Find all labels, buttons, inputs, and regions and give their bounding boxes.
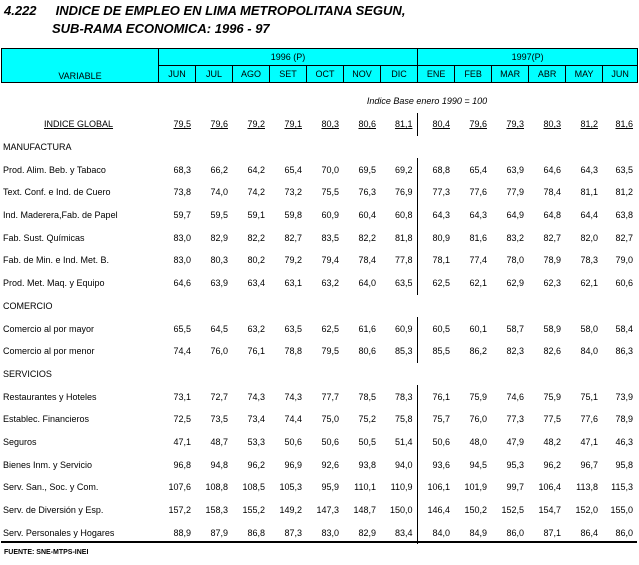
value-cell: 62,5 — [417, 272, 454, 295]
value-cell: 63,2 — [321, 278, 339, 289]
value-cell: 82,0 — [580, 232, 598, 243]
value-cell: 94,8 — [210, 459, 228, 470]
value-cell: 80,3 — [210, 255, 228, 266]
value-cell: 51,4 — [394, 436, 413, 447]
table-row — [1, 476, 637, 499]
value-cell: 78,3 — [394, 391, 413, 402]
value-cell: 146,4 — [417, 499, 454, 522]
row-label: Comercio al por mayor — [3, 323, 95, 334]
value-cell: 96,8 — [173, 459, 191, 470]
value-cell: 93,6 — [417, 453, 454, 476]
value-cell: 86,4 — [580, 527, 598, 538]
table-row — [1, 453, 637, 476]
value-cell: 77,8 — [394, 255, 413, 266]
value-cell: 79,2 — [247, 119, 265, 130]
value-cell: 95,3 — [506, 459, 524, 470]
value-cell: 79,3 — [506, 119, 524, 130]
bottom-rule — [1, 541, 637, 543]
table-row — [1, 385, 637, 408]
row-label: Fab. Sust. Químicas — [3, 232, 85, 243]
table-row — [1, 158, 637, 181]
value-cell: 96,2 — [247, 459, 265, 470]
value-cell: 75,1 — [580, 391, 598, 402]
value-cell: 76,0 — [469, 414, 487, 425]
value-cell: 50,6 — [417, 431, 454, 454]
table-row — [1, 249, 637, 272]
value-cell: 76,1 — [247, 346, 265, 357]
row-label: Serv. Personales y Hogares — [3, 527, 115, 538]
value-cell: 80,9 — [417, 226, 454, 249]
value-cell: 83,4 — [394, 527, 413, 538]
value-cell: 47,1 — [173, 436, 191, 447]
table-title-line1 — [4, 3, 405, 18]
value-cell: 158,3 — [205, 505, 228, 516]
value-cell: 74,3 — [247, 391, 265, 402]
section-row — [1, 295, 637, 318]
value-cell: 76,3 — [358, 187, 376, 198]
row-label: Ind. Maderera,Fab. de Papel — [3, 210, 118, 221]
value-cell: 78,0 — [506, 255, 524, 266]
value-cell: 78,1 — [417, 249, 454, 272]
value-cell: 64,3 — [417, 204, 454, 227]
row-label: Serv. San., Soc. y Com. — [3, 482, 99, 493]
value-cell: 73,1 — [173, 391, 191, 402]
table-row — [1, 272, 637, 295]
value-cell: 80,4 — [417, 113, 454, 136]
value-cell: 63,9 — [506, 164, 524, 175]
value-cell: 80,2 — [247, 255, 265, 266]
value-cell: 63,5 — [284, 323, 302, 334]
value-cell: 81,8 — [394, 232, 413, 243]
table-row — [1, 226, 637, 249]
value-cell: 62,1 — [580, 278, 598, 289]
row-label: Prod. Alim. Beb. y Tabaco — [3, 164, 106, 175]
value-cell: 86,3 — [615, 346, 633, 357]
value-cell: 77,5 — [543, 414, 561, 425]
value-cell: 75,8 — [394, 414, 413, 425]
value-cell: 59,1 — [247, 210, 265, 221]
month-header: NOV — [344, 66, 381, 83]
value-cell: 63,9 — [210, 278, 228, 289]
value-cell: 76,0 — [210, 346, 228, 357]
value-cell: 64,9 — [506, 210, 524, 221]
section-label: MANUFACTURA — [3, 142, 72, 153]
month-header: DIC — [381, 66, 418, 83]
value-cell: 84,9 — [469, 527, 487, 538]
value-cell: 95,9 — [321, 482, 339, 493]
value-cell: 150,0 — [389, 505, 413, 516]
value-cell: 60,4 — [358, 210, 376, 221]
value-cell: 94,0 — [394, 459, 413, 470]
value-cell: 82,6 — [543, 346, 561, 357]
value-cell: 75,5 — [321, 187, 339, 198]
value-cell: 82,7 — [615, 232, 633, 243]
value-cell: 81,1 — [394, 119, 413, 130]
value-cell: 74,0 — [210, 187, 228, 198]
value-cell: 86,0 — [615, 527, 633, 538]
value-cell: 60,6 — [615, 278, 633, 289]
value-cell: 68,8 — [417, 158, 454, 181]
value-cell: 105,3 — [279, 482, 302, 493]
value-cell: 152,0 — [575, 505, 598, 516]
value-cell: 65,4 — [284, 164, 302, 175]
title-text-line1: INDICE DE EMPLEO EN LIMA METROPOLITANA SEGUN, — [55, 3, 406, 18]
value-cell: 74,3 — [284, 391, 302, 402]
value-cell: 53,3 — [247, 436, 265, 447]
value-cell: 58,0 — [580, 323, 598, 334]
value-cell: 79,6 — [469, 119, 487, 130]
value-cell: 86,0 — [506, 527, 524, 538]
value-cell: 82,9 — [358, 527, 376, 538]
value-cell: 149,2 — [279, 505, 302, 516]
table-row — [1, 499, 637, 522]
value-cell: 155,2 — [242, 505, 265, 516]
row-label: Comercio al por menor — [3, 346, 95, 357]
value-cell: 81,1 — [580, 187, 598, 198]
value-cell: 50,5 — [358, 436, 376, 447]
table-row — [1, 431, 637, 454]
value-cell: 83,0 — [173, 255, 191, 266]
value-cell: 80,3 — [543, 119, 561, 130]
value-cell: 50,6 — [321, 436, 339, 447]
value-cell: 78,4 — [543, 187, 561, 198]
value-cell: 108,5 — [242, 482, 265, 493]
value-cell: 69,2 — [394, 164, 413, 175]
value-cell: 82,2 — [358, 232, 376, 243]
value-cell: 63,4 — [247, 278, 265, 289]
value-cell: 83,2 — [506, 232, 524, 243]
value-cell: 60,9 — [321, 210, 339, 221]
value-cell: 74,4 — [173, 346, 191, 357]
value-cell: 106,1 — [417, 476, 454, 499]
value-cell: 60,1 — [469, 323, 487, 334]
value-cell: 64,4 — [580, 210, 598, 221]
row-label: Prod. Met. Maq. y Equipo — [3, 278, 105, 289]
row-label: INDICE GLOBAL — [43, 119, 114, 130]
month-header: OCT — [307, 66, 344, 83]
value-cell: 74,6 — [506, 391, 524, 402]
value-cell: 87,1 — [543, 527, 561, 538]
value-cell: 60,8 — [394, 210, 413, 221]
value-cell: 66,2 — [210, 164, 228, 175]
value-cell: 147,3 — [316, 505, 339, 516]
value-cell: 62,9 — [506, 278, 524, 289]
value-cell: 86,8 — [247, 527, 265, 538]
month-header: JUN — [159, 66, 196, 83]
value-cell: 60,5 — [417, 317, 454, 340]
year-1996-header: 1996 (P) — [159, 49, 418, 66]
value-cell: 85,5 — [417, 340, 454, 363]
value-cell: 86,2 — [469, 346, 487, 357]
value-cell: 77,3 — [506, 414, 524, 425]
value-cell: 113,8 — [576, 482, 598, 493]
month-header: JUL — [196, 66, 233, 83]
value-cell: 95,8 — [615, 459, 633, 470]
value-cell: 79,5 — [173, 119, 191, 130]
value-cell: 48,0 — [469, 436, 487, 447]
month-header: AGO — [233, 66, 270, 83]
value-cell: 78,4 — [358, 255, 376, 266]
value-cell: 148,7 — [353, 505, 376, 516]
section-label: COMERCIO — [3, 300, 53, 311]
value-cell: 82,2 — [247, 232, 265, 243]
value-cell: 96,9 — [284, 459, 302, 470]
value-cell: 79,1 — [284, 119, 302, 130]
value-cell: 152,5 — [501, 505, 524, 516]
value-cell: 84,0 — [417, 521, 454, 544]
value-cell: 75,9 — [469, 391, 487, 402]
value-cell: 60,9 — [394, 323, 413, 334]
value-cell: 99,7 — [506, 482, 524, 493]
value-cell: 79,4 — [321, 255, 339, 266]
value-cell: 58,9 — [543, 323, 561, 334]
value-cell: 81,2 — [580, 119, 598, 130]
value-cell: 82,7 — [284, 232, 302, 243]
row-label: Establec. Financieros — [3, 414, 90, 425]
value-cell: 77,9 — [506, 187, 524, 198]
value-cell: 46,3 — [615, 436, 633, 447]
value-cell: 73,9 — [615, 391, 633, 402]
value-cell: 81,6 — [469, 232, 487, 243]
value-cell: 75,2 — [358, 414, 376, 425]
value-cell: 62,1 — [469, 278, 487, 289]
table-row — [1, 181, 637, 204]
row-label: Bienes Inm. y Servicio — [3, 459, 93, 470]
value-cell: 70,0 — [321, 164, 339, 175]
value-cell: 65,4 — [469, 164, 487, 175]
table-row — [1, 204, 637, 227]
value-cell: 150,2 — [464, 505, 487, 516]
value-cell: 69,5 — [358, 164, 376, 175]
value-cell: 72,7 — [210, 391, 228, 402]
value-cell: 108,8 — [205, 482, 228, 493]
value-cell: 58,4 — [615, 323, 633, 334]
base-index-note: Indice Base enero 1990 = 100 — [366, 96, 488, 106]
value-cell: 106,4 — [538, 482, 561, 493]
value-cell: 88,9 — [173, 527, 191, 538]
value-cell: 75,9 — [543, 391, 561, 402]
month-header: FEB — [455, 66, 492, 83]
month-header: MAR — [492, 66, 529, 83]
month-header: JUN — [603, 66, 638, 83]
value-cell: 92,6 — [321, 459, 339, 470]
value-cell: 155,0 — [610, 505, 633, 516]
value-cell: 73,2 — [284, 187, 302, 198]
value-cell: 75,7 — [417, 408, 454, 431]
section-row — [1, 136, 637, 159]
value-cell: 59,7 — [173, 210, 191, 221]
value-cell: 77,3 — [417, 181, 454, 204]
row-label: Serv. de Diversión y Esp. — [3, 505, 104, 516]
value-cell: 101,9 — [464, 482, 487, 493]
row-label: Seguros — [3, 436, 37, 447]
value-cell: 87,3 — [284, 527, 302, 538]
value-cell: 77,6 — [469, 187, 487, 198]
value-cell: 78,9 — [543, 255, 561, 266]
table-number: 4.222 — [4, 3, 37, 18]
value-cell: 107,6 — [168, 482, 191, 493]
value-cell: 48,2 — [543, 436, 561, 447]
month-header: MAY — [566, 66, 603, 83]
row-label: Text. Conf. e Ind. de Cuero — [3, 187, 111, 198]
value-cell: 73,4 — [247, 414, 265, 425]
header-table — [1, 48, 638, 83]
value-cell: 65,5 — [173, 323, 191, 334]
value-cell: 74,2 — [247, 187, 265, 198]
value-cell: 82,9 — [210, 232, 228, 243]
value-cell: 79,6 — [210, 119, 228, 130]
value-cell: 64,3 — [580, 164, 598, 175]
row-label: Restaurantes y Hoteles — [3, 391, 97, 402]
value-cell: 81,6 — [615, 119, 633, 130]
value-cell: 115,3 — [611, 482, 633, 493]
value-cell: 80,6 — [358, 119, 376, 130]
value-cell: 72,5 — [173, 414, 191, 425]
section-label: SERVICIOS — [3, 368, 52, 379]
value-cell: 76,9 — [394, 187, 413, 198]
value-cell: 76,1 — [417, 385, 454, 408]
value-cell: 78,5 — [358, 391, 376, 402]
value-cell: 79,5 — [321, 346, 339, 357]
value-cell: 81,2 — [615, 187, 633, 198]
value-cell: 80,3 — [321, 119, 339, 130]
variable-header: VARIABLE — [2, 49, 159, 83]
data-table — [1, 113, 637, 544]
value-cell: 64,8 — [543, 210, 561, 221]
value-cell: 96,7 — [580, 459, 598, 470]
value-cell: 79,2 — [284, 255, 302, 266]
value-cell: 94,5 — [469, 459, 487, 470]
value-cell: 63,2 — [247, 323, 265, 334]
value-cell: 62,3 — [543, 278, 561, 289]
value-cell: 79,0 — [615, 255, 633, 266]
value-cell: 63,8 — [615, 210, 633, 221]
value-cell: 77,6 — [580, 414, 598, 425]
value-cell: 64,5 — [210, 323, 228, 334]
value-cell: 63,1 — [284, 278, 302, 289]
section-row — [1, 363, 637, 386]
value-cell: 62,5 — [321, 323, 339, 334]
value-cell: 73,8 — [173, 187, 191, 198]
value-cell: 80,6 — [358, 346, 376, 357]
value-cell: 83,0 — [321, 527, 339, 538]
value-cell: 82,7 — [543, 232, 561, 243]
value-cell: 48,7 — [210, 436, 228, 447]
value-cell: 110,1 — [354, 482, 376, 493]
value-cell: 64,0 — [358, 278, 376, 289]
month-header: ENE — [418, 66, 455, 83]
value-cell: 64,6 — [173, 278, 191, 289]
value-cell: 64,3 — [469, 210, 487, 221]
value-cell: 59,5 — [210, 210, 228, 221]
value-cell: 47,1 — [580, 436, 598, 447]
value-cell: 59,8 — [284, 210, 302, 221]
table-row — [1, 340, 637, 363]
value-cell: 96,2 — [543, 459, 561, 470]
value-cell: 83,5 — [321, 232, 339, 243]
table-title-line2: SUB-RAMA ECONOMICA: 1996 - 97 — [52, 21, 270, 36]
value-cell: 73,5 — [210, 414, 228, 425]
value-cell: 78,3 — [580, 255, 598, 266]
value-cell: 82,3 — [506, 346, 524, 357]
value-cell: 74,4 — [284, 414, 302, 425]
value-cell: 63,5 — [615, 164, 633, 175]
row-label: Fab. de Min. e Ind. Met. B. — [3, 255, 110, 266]
value-cell: 87,9 — [210, 527, 228, 538]
value-cell: 85,3 — [394, 346, 413, 357]
value-cell: 58,7 — [506, 323, 524, 334]
value-cell: 157,2 — [168, 505, 191, 516]
table-row — [1, 408, 637, 431]
value-cell: 77,7 — [321, 391, 339, 402]
value-cell: 154,7 — [538, 505, 561, 516]
value-cell: 75,0 — [321, 414, 339, 425]
value-cell: 50,6 — [284, 436, 302, 447]
table-row — [1, 317, 637, 340]
value-cell: 64,2 — [247, 164, 265, 175]
value-cell: 77,4 — [469, 255, 487, 266]
value-cell: 68,3 — [173, 164, 191, 175]
value-cell: 47,9 — [506, 436, 524, 447]
value-cell: 93,8 — [358, 459, 376, 470]
value-cell: 84,0 — [580, 346, 598, 357]
year-1997-header: 1997(P) — [418, 49, 638, 66]
value-cell: 110,9 — [390, 482, 413, 493]
global-index-row — [1, 113, 637, 136]
value-cell: 64,6 — [543, 164, 561, 175]
value-cell: 61,6 — [358, 323, 376, 334]
value-cell: 78,8 — [284, 346, 302, 357]
month-header: SET — [270, 66, 307, 83]
month-header: ABR — [529, 66, 566, 83]
source-note: FUENTE: SNE-MTPS-INEI — [4, 549, 89, 556]
value-cell: 78,9 — [615, 414, 633, 425]
value-cell: 83,0 — [173, 232, 191, 243]
value-cell: 63,5 — [394, 278, 413, 289]
